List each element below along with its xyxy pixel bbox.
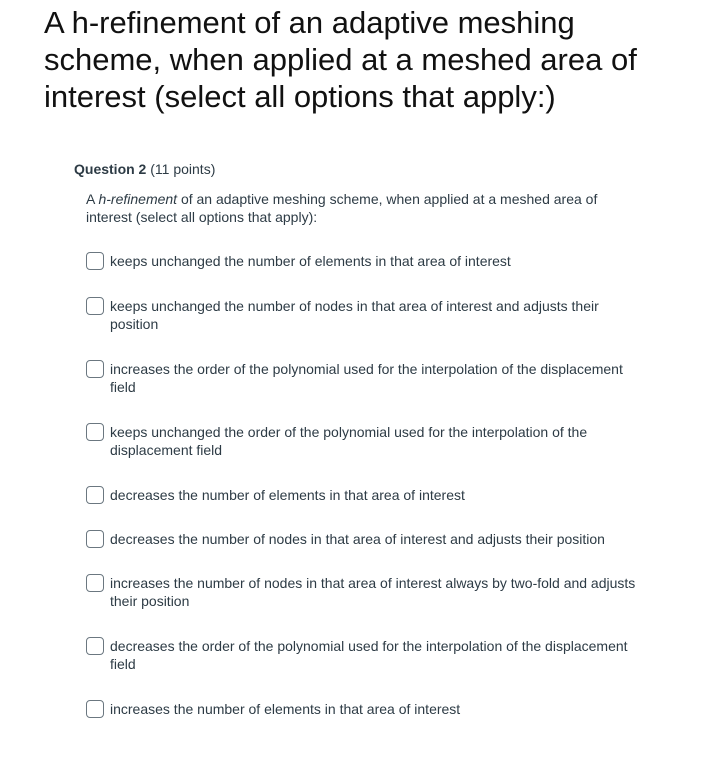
option-label-4[interactable]: keeps unchanged the order of the polynomial used for the interpolation of the displacement field (110, 424, 588, 458)
checkbox-option-2[interactable] (86, 297, 104, 315)
answer-option-6[interactable] (86, 530, 640, 548)
checkbox-option-8[interactable] (86, 637, 104, 655)
answer-option-8[interactable] (86, 637, 640, 673)
option-label-3[interactable]: increases the order of the polynomial used for the interpolation of the displacement field (110, 361, 623, 395)
option-label-5[interactable]: decreases the number of elements in that area of interest (110, 487, 465, 503)
answer-option-5[interactable] (86, 486, 640, 504)
answer-option-9[interactable] (86, 700, 640, 718)
checkbox-option-4[interactable] (86, 423, 104, 441)
checkbox-option-9[interactable] (86, 700, 104, 718)
question-prompt-prefix: A (86, 191, 99, 207)
option-label-8[interactable]: decreases the order of the polynomial used for the interpolation of the displacement field (110, 638, 628, 672)
option-label-2[interactable]: keeps unchanged the number of nodes in that area of interest and adjusts their position (110, 298, 599, 332)
option-label-7[interactable]: increases the number of nodes in that area of interest always by two-fold and adjusts their position (110, 575, 636, 609)
answer-option-2[interactable] (86, 297, 640, 333)
answer-option-4[interactable] (86, 423, 640, 459)
question-prompt (86, 190, 631, 226)
page-heading: A h-refinement of an adaptive meshing scheme, when applied at a meshed area of interest (select all options that apply:) (44, 5, 637, 114)
answer-option-7[interactable] (86, 574, 640, 610)
option-label-1[interactable]: keeps unchanged the number of elements in that area of interest (110, 253, 511, 269)
question-prompt-emphasis: h-refinement (98, 191, 178, 207)
option-label-6[interactable]: decreases the number of nodes in that area of interest and adjusts their position (110, 531, 605, 547)
question-prompt-suffix: of an adaptive meshing scheme, when applied at a meshed area of interest (select all options that apply): (86, 191, 598, 225)
checkbox-option-5[interactable] (86, 486, 104, 504)
checkbox-option-6[interactable] (86, 530, 104, 548)
checkbox-option-7[interactable] (86, 574, 104, 592)
checkbox-option-3[interactable] (86, 360, 104, 378)
question-points: (11 points) (150, 161, 216, 177)
answer-option-3[interactable] (86, 360, 640, 396)
answer-option-1[interactable] (86, 252, 640, 270)
option-label-9[interactable]: increases the number of elements in that area of interest (110, 701, 461, 717)
checkbox-option-1[interactable] (86, 252, 104, 270)
question-header (74, 160, 654, 178)
question-card (74, 160, 654, 226)
question-number: Question 2 (74, 161, 147, 177)
